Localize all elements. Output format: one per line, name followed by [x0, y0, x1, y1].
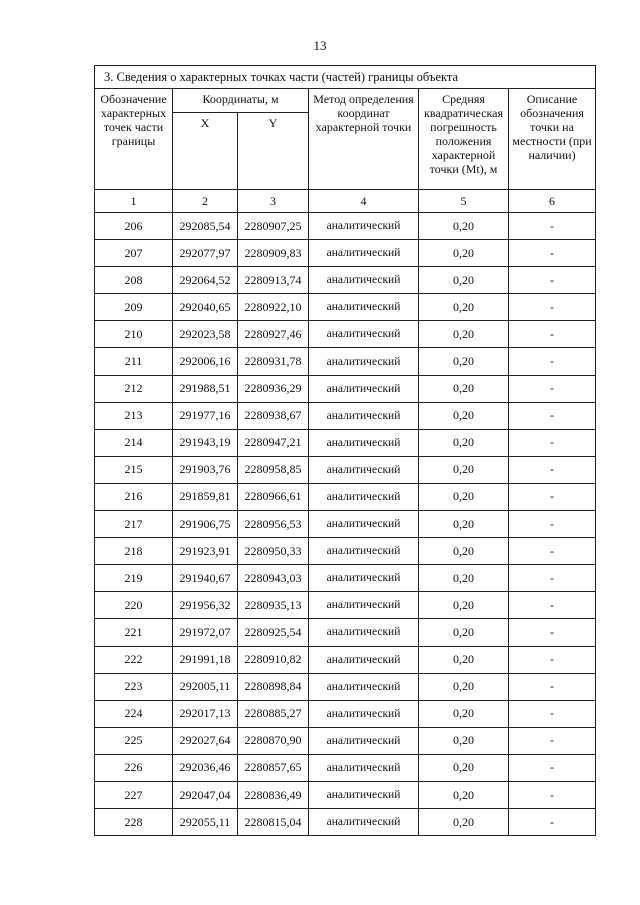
table-row — [95, 781, 596, 808]
header-error: Средняя квадратическая погрешность положения характерной точки (Mt), м — [419, 89, 509, 190]
y-coordinate-cell: 2280958,85 — [238, 456, 309, 483]
point-cell: 224 — [95, 700, 173, 727]
error-cell: 0,20 — [419, 781, 509, 808]
x-coordinate-cell: 292005,11 — [173, 673, 238, 700]
error-cell: 0,20 — [419, 240, 509, 267]
y-coordinate-cell: 2280913,74 — [238, 267, 309, 294]
method-cell: аналитический — [309, 781, 419, 808]
table-row — [95, 483, 596, 510]
table-row — [95, 809, 596, 836]
point-cell: 213 — [95, 402, 173, 429]
table-row — [95, 213, 596, 240]
table-row — [95, 429, 596, 456]
table-row — [95, 511, 596, 538]
error-cell: 0,20 — [419, 429, 509, 456]
header-x: X — [173, 113, 238, 190]
y-coordinate-cell: 2280836,49 — [238, 781, 309, 808]
table-row — [95, 565, 596, 592]
error-cell: 0,20 — [419, 592, 509, 619]
method-cell: аналитический — [309, 754, 419, 781]
column-number: 5 — [419, 190, 509, 213]
x-coordinate-cell: 292040,65 — [173, 294, 238, 321]
table-row — [95, 754, 596, 781]
method-cell: аналитический — [309, 348, 419, 375]
method-cell: аналитический — [309, 727, 419, 754]
header-point-designation: Обозначение характерных точек части границы — [95, 89, 173, 190]
method-cell: аналитический — [309, 511, 419, 538]
description-cell: - — [509, 267, 596, 294]
method-cell: аналитический — [309, 240, 419, 267]
point-cell: 212 — [95, 375, 173, 402]
x-coordinate-cell: 291923,91 — [173, 538, 238, 565]
y-coordinate-cell: 2280909,83 — [238, 240, 309, 267]
y-coordinate-cell: 2280938,67 — [238, 402, 309, 429]
error-cell: 0,20 — [419, 809, 509, 836]
error-cell: 0,20 — [419, 619, 509, 646]
column-number: 2 — [173, 190, 238, 213]
y-coordinate-cell: 2280947,21 — [238, 429, 309, 456]
table-row — [95, 619, 596, 646]
method-cell: аналитический — [309, 375, 419, 402]
point-cell: 228 — [95, 809, 173, 836]
header-y: Y — [238, 113, 309, 190]
y-coordinate-cell: 2280922,10 — [238, 294, 309, 321]
description-cell: - — [509, 538, 596, 565]
column-number: 6 — [509, 190, 596, 213]
description-cell: - — [509, 565, 596, 592]
method-cell: аналитический — [309, 483, 419, 510]
point-cell: 208 — [95, 267, 173, 294]
error-cell: 0,20 — [419, 375, 509, 402]
y-coordinate-cell: 2280943,03 — [238, 565, 309, 592]
y-coordinate-cell: 2280936,29 — [238, 375, 309, 402]
description-cell: - — [509, 321, 596, 348]
method-cell: аналитический — [309, 700, 419, 727]
x-coordinate-cell: 292027,64 — [173, 727, 238, 754]
method-cell: аналитический — [309, 294, 419, 321]
column-number: 3 — [238, 190, 309, 213]
error-cell: 0,20 — [419, 646, 509, 673]
x-coordinate-cell: 291940,67 — [173, 565, 238, 592]
point-cell: 225 — [95, 727, 173, 754]
description-cell: - — [509, 429, 596, 456]
point-cell: 218 — [95, 538, 173, 565]
point-cell: 214 — [95, 429, 173, 456]
description-cell: - — [509, 294, 596, 321]
y-coordinate-cell: 2280885,27 — [238, 700, 309, 727]
error-cell: 0,20 — [419, 565, 509, 592]
x-coordinate-cell: 291991,18 — [173, 646, 238, 673]
point-cell: 222 — [95, 646, 173, 673]
point-cell: 221 — [95, 619, 173, 646]
method-cell: аналитический — [309, 565, 419, 592]
description-cell: - — [509, 375, 596, 402]
description-cell: - — [509, 213, 596, 240]
table-row — [95, 402, 596, 429]
description-cell: - — [509, 781, 596, 808]
y-coordinate-cell: 2280935,13 — [238, 592, 309, 619]
error-cell: 0,20 — [419, 348, 509, 375]
x-coordinate-cell: 292006,16 — [173, 348, 238, 375]
error-cell: 0,20 — [419, 511, 509, 538]
point-cell: 207 — [95, 240, 173, 267]
y-coordinate-cell: 2280925,54 — [238, 619, 309, 646]
point-cell: 223 — [95, 673, 173, 700]
method-cell: аналитический — [309, 429, 419, 456]
x-coordinate-cell: 292017,13 — [173, 700, 238, 727]
x-coordinate-cell: 292036,46 — [173, 754, 238, 781]
y-coordinate-cell: 2280815,04 — [238, 809, 309, 836]
x-coordinate-cell: 292047,04 — [173, 781, 238, 808]
error-cell: 0,20 — [419, 754, 509, 781]
table-row — [95, 700, 596, 727]
method-cell: аналитический — [309, 673, 419, 700]
method-cell: аналитический — [309, 402, 419, 429]
method-cell: аналитический — [309, 809, 419, 836]
point-cell: 220 — [95, 592, 173, 619]
x-coordinate-cell: 292077,97 — [173, 240, 238, 267]
y-coordinate-cell: 2280966,61 — [238, 483, 309, 510]
table-row — [95, 673, 596, 700]
point-cell: 217 — [95, 511, 173, 538]
x-coordinate-cell: 291972,07 — [173, 619, 238, 646]
description-cell: - — [509, 809, 596, 836]
table-row — [95, 294, 596, 321]
description-cell: - — [509, 727, 596, 754]
description-cell: - — [509, 619, 596, 646]
x-coordinate-cell: 291977,16 — [173, 402, 238, 429]
x-coordinate-cell: 291903,76 — [173, 456, 238, 483]
x-coordinate-cell: 292055,11 — [173, 809, 238, 836]
point-cell: 219 — [95, 565, 173, 592]
table-body — [95, 213, 596, 836]
description-cell: - — [509, 456, 596, 483]
point-cell: 210 — [95, 321, 173, 348]
table-row — [95, 348, 596, 375]
point-cell: 216 — [95, 483, 173, 510]
description-cell: - — [509, 402, 596, 429]
method-cell: аналитический — [309, 456, 419, 483]
x-coordinate-cell: 292064,52 — [173, 267, 238, 294]
y-coordinate-cell: 2280956,53 — [238, 511, 309, 538]
method-cell: аналитический — [309, 592, 419, 619]
x-coordinate-cell: 291943,19 — [173, 429, 238, 456]
error-cell: 0,20 — [419, 294, 509, 321]
point-cell: 209 — [95, 294, 173, 321]
y-coordinate-cell: 2280870,90 — [238, 727, 309, 754]
method-cell: аналитический — [309, 619, 419, 646]
error-cell: 0,20 — [419, 402, 509, 429]
point-cell: 227 — [95, 781, 173, 808]
description-cell: - — [509, 348, 596, 375]
description-cell: - — [509, 483, 596, 510]
characteristic-points-table — [94, 65, 596, 836]
y-coordinate-cell: 2280931,78 — [238, 348, 309, 375]
table-row — [95, 267, 596, 294]
point-cell: 226 — [95, 754, 173, 781]
description-cell: - — [509, 592, 596, 619]
table-row — [95, 456, 596, 483]
table-row — [95, 646, 596, 673]
description-cell: - — [509, 700, 596, 727]
description-cell: - — [509, 673, 596, 700]
table-row — [95, 592, 596, 619]
error-cell: 0,20 — [419, 727, 509, 754]
table-row — [95, 375, 596, 402]
header-method: Метод определения координат характерной точки — [309, 89, 419, 190]
error-cell: 0,20 — [419, 483, 509, 510]
table-row — [95, 240, 596, 267]
description-cell: - — [509, 646, 596, 673]
column-number: 4 — [309, 190, 419, 213]
description-cell: - — [509, 511, 596, 538]
table-row — [95, 727, 596, 754]
x-coordinate-cell: 292085,54 — [173, 213, 238, 240]
error-cell: 0,20 — [419, 673, 509, 700]
x-coordinate-cell: 291956,32 — [173, 592, 238, 619]
y-coordinate-cell: 2280950,33 — [238, 538, 309, 565]
error-cell: 0,20 — [419, 213, 509, 240]
error-cell: 0,20 — [419, 456, 509, 483]
error-cell: 0,20 — [419, 538, 509, 565]
y-coordinate-cell: 2280927,46 — [238, 321, 309, 348]
method-cell: аналитический — [309, 646, 419, 673]
x-coordinate-cell: 291906,75 — [173, 511, 238, 538]
x-coordinate-cell: 291859,81 — [173, 483, 238, 510]
description-cell: - — [509, 240, 596, 267]
method-cell: аналитический — [309, 321, 419, 348]
y-coordinate-cell: 2280857,65 — [238, 754, 309, 781]
section-title: 3. Сведения о характерных точках части (частей) границы объекта — [95, 66, 596, 89]
x-coordinate-cell: 292023,58 — [173, 321, 238, 348]
y-coordinate-cell: 2280907,25 — [238, 213, 309, 240]
method-cell: аналитический — [309, 538, 419, 565]
method-cell: аналитический — [309, 213, 419, 240]
method-cell: аналитический — [309, 267, 419, 294]
y-coordinate-cell: 2280898,84 — [238, 673, 309, 700]
table-row — [95, 321, 596, 348]
description-cell: - — [509, 754, 596, 781]
point-cell: 215 — [95, 456, 173, 483]
column-number: 1 — [95, 190, 173, 213]
y-coordinate-cell: 2280910,82 — [238, 646, 309, 673]
table-row — [95, 538, 596, 565]
header-coordinates: Координаты, м — [173, 89, 309, 113]
point-cell: 211 — [95, 348, 173, 375]
error-cell: 0,20 — [419, 321, 509, 348]
error-cell: 0,20 — [419, 267, 509, 294]
point-cell: 206 — [95, 213, 173, 240]
error-cell: 0,20 — [419, 700, 509, 727]
header-description: Описание обозначения точки на местности (при наличии) — [509, 89, 596, 190]
page-number: 13 — [313, 38, 327, 53]
x-coordinate-cell: 291988,51 — [173, 375, 238, 402]
